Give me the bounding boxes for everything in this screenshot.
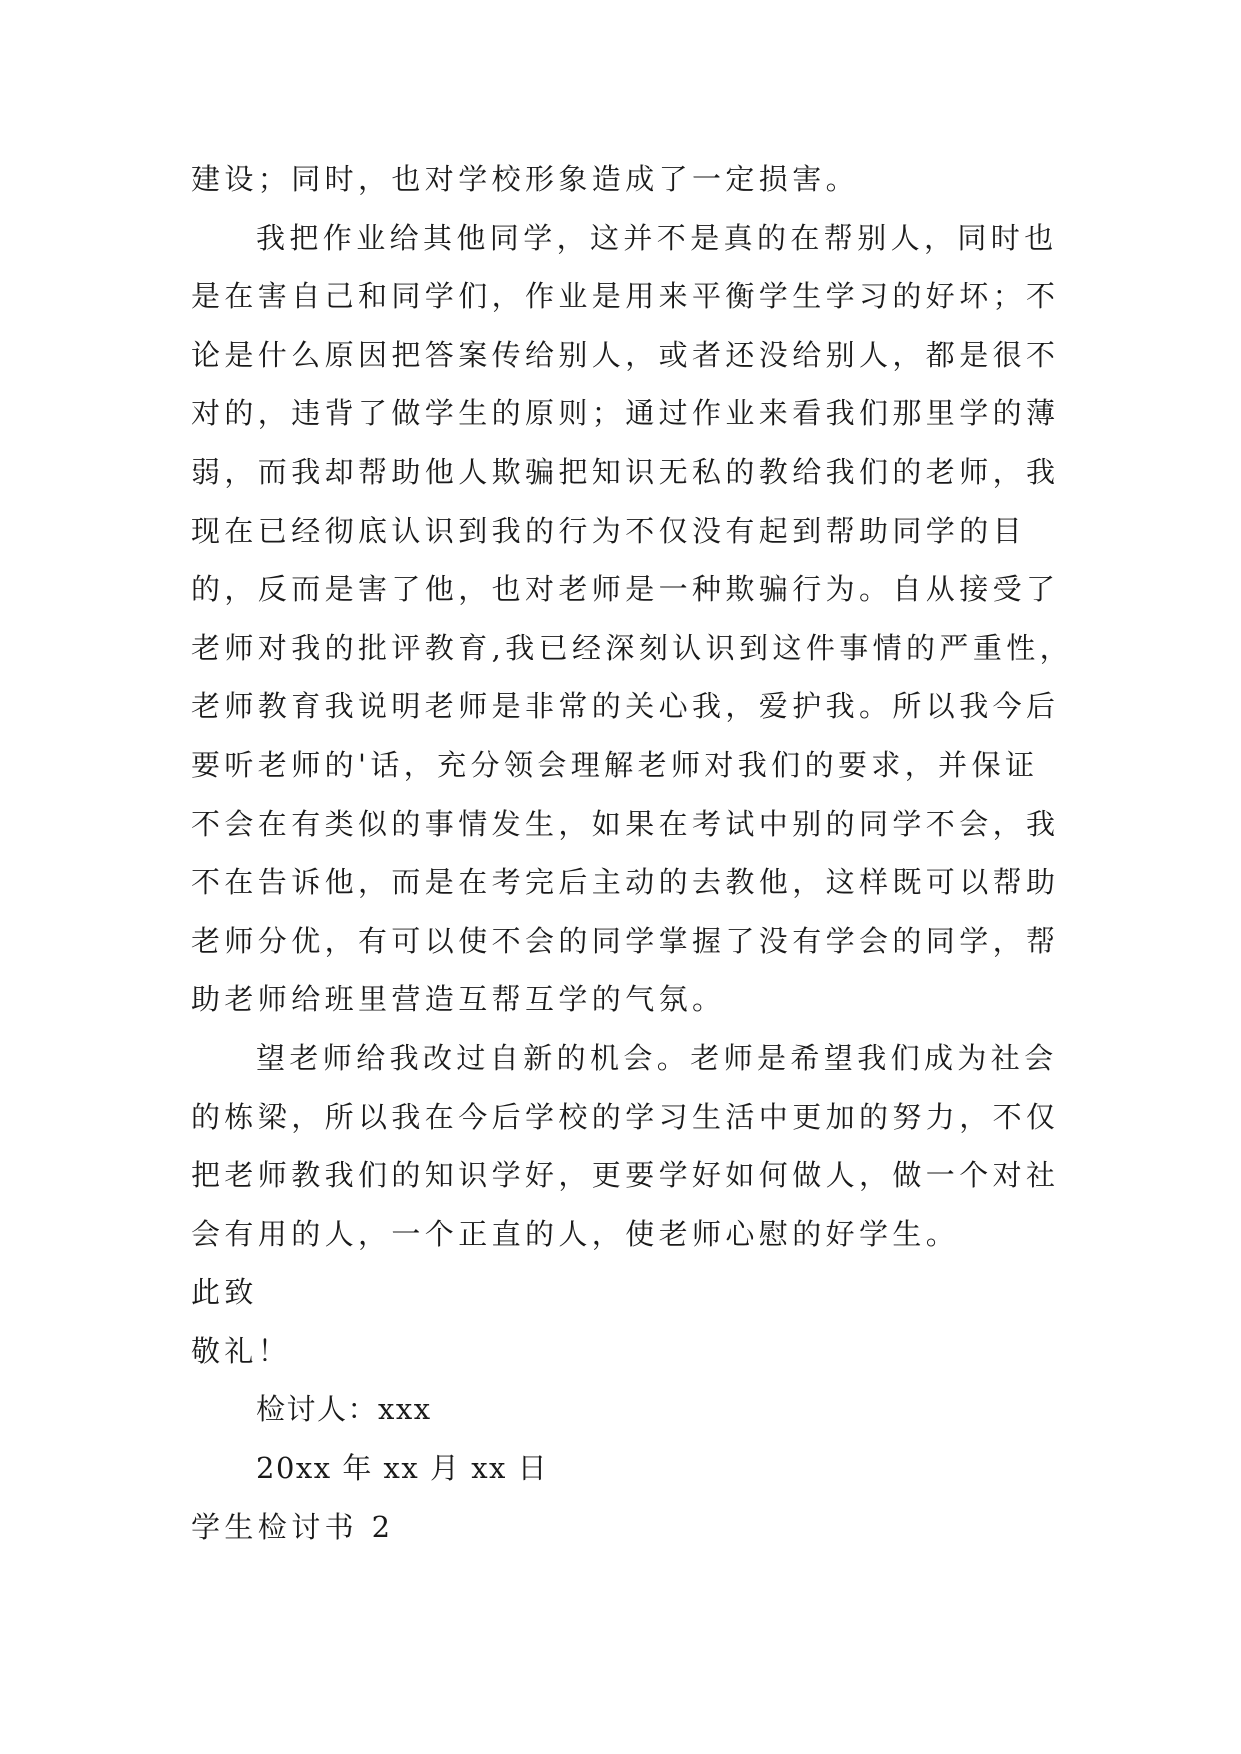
- paragraph-line: 现在已经彻底认识到我的行为不仅没有起到帮助同学的目: [191, 513, 1027, 548]
- paragraph-line: 会有用的人，一个正直的人，使老师心慰的好学生。: [191, 1216, 960, 1251]
- paragraph-line: 我把作业给其他同学，这并不是真的在帮别人，同时也: [256, 220, 1058, 255]
- document-body: [191, 150, 1074, 1556]
- signature-author: 检讨人：xxx: [256, 1392, 432, 1427]
- paragraph-line: 望老师给我改过自新的机会。老师是希望我们成为社会: [256, 1040, 1058, 1075]
- paragraph-line: 建设；同时，也对学校形象造成了一定损害。: [191, 162, 860, 196]
- paragraph-line: 对的，违背了做学生的原则；通过作业来看我们那里学的薄: [191, 396, 1060, 431]
- closing-salutation: 此致: [191, 1275, 258, 1310]
- paragraph-line: 把老师教我们的知识学好，更要学好如何做人，做一个对社: [191, 1158, 1060, 1193]
- paragraph-line: 老师分优，有可以使不会的同学掌握了没有学会的同学，帮: [191, 923, 1060, 958]
- paragraph-line: 老师对我的批评教育,我已经深刻认识到这件事情的严重性，: [191, 630, 1074, 665]
- paragraph-line: 论是什么原因把答案传给别人，或者还没给别人，都是很不: [191, 337, 1060, 372]
- signature-date: 20xx 年 xx 月 xx 日: [256, 1451, 549, 1486]
- paragraph-line: 的栋梁，所以我在今后学校的学习生活中更加的努力，不仅: [191, 1099, 1060, 1134]
- closing-regards: 敬礼！: [191, 1333, 292, 1368]
- section-title: 学生检讨书 2: [191, 1509, 395, 1544]
- paragraph-line: 弱，而我却帮助他人欺骗把知识无私的教给我们的老师，我: [191, 454, 1060, 489]
- paragraph-line: 助老师给班里营造互帮互学的气氛。: [191, 982, 726, 1017]
- paragraph-line: 的，反而是害了他，也对老师是一种欺骗行为。自从接受了: [191, 572, 1060, 607]
- paragraph-line: 要听老师的'话，充分领会理解老师对我们的要求，并保证: [191, 747, 1039, 782]
- paragraph-line: 不在告诉他，而是在考完后主动的去教他，这样既可以帮助: [191, 865, 1060, 900]
- paragraph-line: 老师教育我说明老师是非常的关心我，爱护我。所以我今后: [191, 689, 1060, 724]
- paragraph-line: 是在害自己和同学们，作业是用来平衡学生学习的好坏；不: [191, 279, 1060, 314]
- paragraph-line: 不会在有类似的事情发生，如果在考试中别的同学不会，我: [191, 806, 1060, 841]
